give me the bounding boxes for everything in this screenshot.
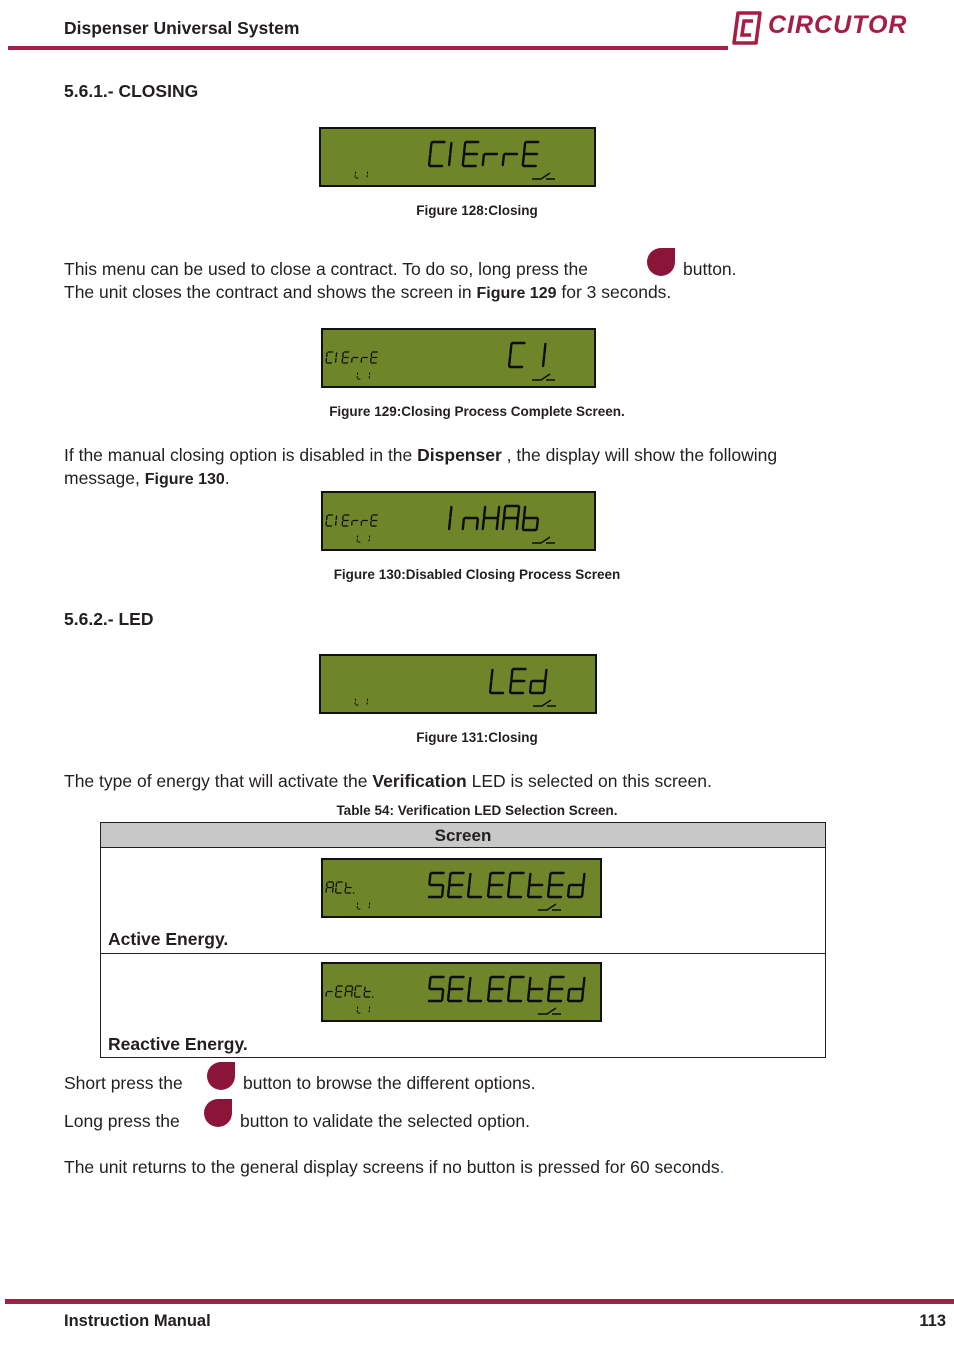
text: . bbox=[719, 1157, 725, 1177]
paragraph bbox=[64, 467, 230, 491]
switch-icon bbox=[538, 1008, 561, 1014]
lcd-segment bbox=[568, 886, 569, 896]
lcd-segment bbox=[524, 507, 525, 517]
table-header: Screen bbox=[101, 823, 825, 848]
lcd-display bbox=[323, 493, 594, 549]
figure-reference: Figure 130 bbox=[144, 471, 225, 488]
lcd-segment bbox=[543, 356, 544, 366]
footer-title: Instruction Manual bbox=[64, 1312, 211, 1330]
text: button to validate the selected option. bbox=[240, 1111, 530, 1131]
lcd-display bbox=[321, 656, 595, 712]
lcd-segment bbox=[442, 990, 443, 1000]
figure-caption: Figure 131:Closing bbox=[416, 730, 538, 745]
switch-icon bbox=[532, 374, 555, 380]
text: . bbox=[224, 468, 230, 488]
header-rule bbox=[8, 46, 728, 50]
lcd-segment bbox=[548, 990, 549, 1000]
lcd-segment bbox=[488, 990, 489, 1000]
lcd-dot bbox=[372, 996, 374, 998]
lcd-segment bbox=[488, 886, 489, 896]
lcd-segment bbox=[504, 507, 505, 517]
lcd-segment bbox=[489, 978, 490, 988]
lcd-display bbox=[321, 129, 594, 185]
lcd-display bbox=[323, 860, 600, 916]
lcd-segment bbox=[549, 978, 550, 988]
paragraph bbox=[64, 258, 588, 281]
lcd-segment bbox=[549, 874, 550, 884]
lcd-segment bbox=[523, 155, 524, 165]
lcd-segment bbox=[530, 682, 531, 692]
text: Short press the bbox=[64, 1073, 183, 1093]
text: The unit closes the contract and shows the screen in bbox=[64, 282, 472, 302]
switch-icon bbox=[538, 904, 561, 910]
key-button-icon bbox=[647, 248, 675, 276]
lcd-segment bbox=[529, 874, 530, 884]
lcd-segment bbox=[523, 519, 524, 529]
lcd-segment bbox=[450, 507, 451, 517]
lcd-segment bbox=[429, 874, 430, 884]
lcd-segment bbox=[510, 682, 511, 692]
document-title: Dispenser Universal System bbox=[64, 18, 300, 38]
lcd-segment bbox=[544, 344, 545, 354]
figure-caption: Figure 129:Closing Process Complete Screen. bbox=[329, 404, 625, 419]
verification-led-table bbox=[100, 822, 826, 1058]
lcd-figure-129 bbox=[321, 328, 596, 388]
switch-icon bbox=[532, 173, 555, 179]
lcd-segment bbox=[583, 978, 584, 988]
lcd-segment bbox=[490, 682, 491, 692]
lcd-segment bbox=[528, 990, 529, 1000]
text: The unit returns to the general display screens if no button is pressed for 60 seconds bbox=[64, 1157, 720, 1177]
lcd-segment bbox=[429, 978, 430, 988]
paragraph bbox=[64, 770, 712, 793]
row-label-active: Active Energy. bbox=[108, 929, 229, 949]
lcd-segment bbox=[491, 670, 492, 680]
emphasis: Verification bbox=[372, 771, 467, 791]
section-heading-closing: 5.6.1.- CLOSING bbox=[64, 81, 199, 101]
lcd-segment bbox=[448, 886, 449, 896]
text: message, bbox=[64, 468, 140, 488]
lcd-segment bbox=[442, 886, 443, 896]
lcd-segment bbox=[529, 978, 530, 988]
lcd-segment bbox=[518, 507, 519, 517]
lcd-segment bbox=[508, 886, 509, 896]
lcd-segment bbox=[448, 990, 449, 1000]
lcd-segment bbox=[544, 682, 545, 692]
lcd-segment bbox=[463, 519, 464, 529]
figure-caption: Figure 130:Disabled Closing Process Screen bbox=[333, 567, 621, 582]
text: If the manual closing option is disabled in the bbox=[64, 445, 413, 465]
lcd-segment bbox=[449, 978, 450, 988]
text: , the display will show the following bbox=[506, 445, 778, 465]
page-number: 113 bbox=[919, 1312, 946, 1330]
paragraph bbox=[64, 281, 671, 305]
lcd-segment bbox=[483, 519, 484, 529]
key-button-icon bbox=[207, 1062, 235, 1090]
lcd-segment bbox=[545, 670, 546, 680]
lcd-segment bbox=[483, 155, 484, 165]
lcd-reactive-energy bbox=[321, 962, 602, 1022]
text: button to browse the different options. bbox=[243, 1073, 536, 1093]
lcd-figure-128 bbox=[319, 127, 596, 187]
lcd-segment bbox=[450, 143, 451, 153]
lcd-segment bbox=[548, 886, 549, 896]
text: LED is selected on this screen. bbox=[471, 771, 712, 791]
text: This menu can be used to close a contract. To do so, long press the bbox=[64, 259, 589, 279]
key-button-icon bbox=[204, 1099, 232, 1127]
figure-reference: Figure 129 bbox=[476, 285, 557, 302]
lcd-segment bbox=[524, 143, 525, 153]
lcd-dot bbox=[353, 892, 355, 894]
lcd-segment bbox=[503, 155, 504, 165]
lcd-segment bbox=[464, 143, 465, 153]
text: button. bbox=[683, 259, 737, 279]
lcd-segment bbox=[468, 886, 469, 896]
text: for 3 seconds. bbox=[561, 282, 672, 302]
lcd-segment bbox=[469, 874, 470, 884]
lcd-segment bbox=[583, 874, 584, 884]
lcd-figure-130 bbox=[321, 491, 596, 551]
lcd-segment bbox=[430, 143, 431, 153]
lcd-segment bbox=[509, 356, 510, 366]
lcd-segment bbox=[484, 507, 485, 517]
lcd-segment bbox=[510, 344, 511, 354]
text: The type of energy that will activate the bbox=[64, 771, 368, 791]
switch-icon bbox=[532, 537, 555, 543]
lcd-segment bbox=[498, 507, 499, 517]
table-caption: Table 54: Verification LED Selection Screen. bbox=[336, 803, 618, 818]
circutor-logo bbox=[730, 8, 910, 46]
lcd-segment bbox=[528, 886, 529, 896]
circutor-logo-icon bbox=[730, 10, 766, 46]
footer-rule bbox=[5, 1299, 954, 1304]
lcd-segment bbox=[503, 519, 504, 529]
lcd-segment bbox=[477, 519, 478, 529]
lcd-segment bbox=[509, 978, 510, 988]
lcd-display bbox=[323, 330, 594, 386]
text: Long press the bbox=[64, 1111, 180, 1131]
lcd-segment bbox=[517, 519, 518, 529]
logo-wordmark: CIRCUTOR bbox=[768, 11, 908, 39]
row-label-reactive: Reactive Energy. bbox=[108, 1034, 248, 1054]
lcd-segment bbox=[489, 874, 490, 884]
lcd-segment bbox=[509, 874, 510, 884]
lcd-segment bbox=[468, 990, 469, 1000]
section-heading-led: 5.6.2.- LED bbox=[64, 609, 154, 629]
lcd-segment bbox=[582, 886, 583, 896]
lcd-segment bbox=[469, 978, 470, 988]
lcd-segment bbox=[449, 155, 450, 165]
lcd-segment bbox=[429, 155, 430, 165]
figure-caption: Figure 128:Closing bbox=[416, 203, 538, 218]
lcd-segment bbox=[449, 874, 450, 884]
lcd-segment bbox=[537, 519, 538, 529]
lcd-segment bbox=[568, 990, 569, 1000]
lcd-display bbox=[323, 964, 600, 1020]
switch-icon bbox=[533, 700, 556, 706]
lcd-segment bbox=[497, 519, 498, 529]
lcd-segment bbox=[508, 990, 509, 1000]
emphasis: Dispenser bbox=[417, 445, 502, 465]
paragraph bbox=[64, 1156, 725, 1179]
lcd-figure-131 bbox=[319, 654, 597, 714]
lcd-segment bbox=[582, 990, 583, 1000]
lcd-active-energy bbox=[321, 858, 602, 918]
lcd-segment bbox=[449, 519, 450, 529]
row-divider bbox=[101, 953, 825, 954]
paragraph bbox=[64, 444, 777, 467]
lcd-segment bbox=[463, 155, 464, 165]
lcd-segment bbox=[511, 670, 512, 680]
